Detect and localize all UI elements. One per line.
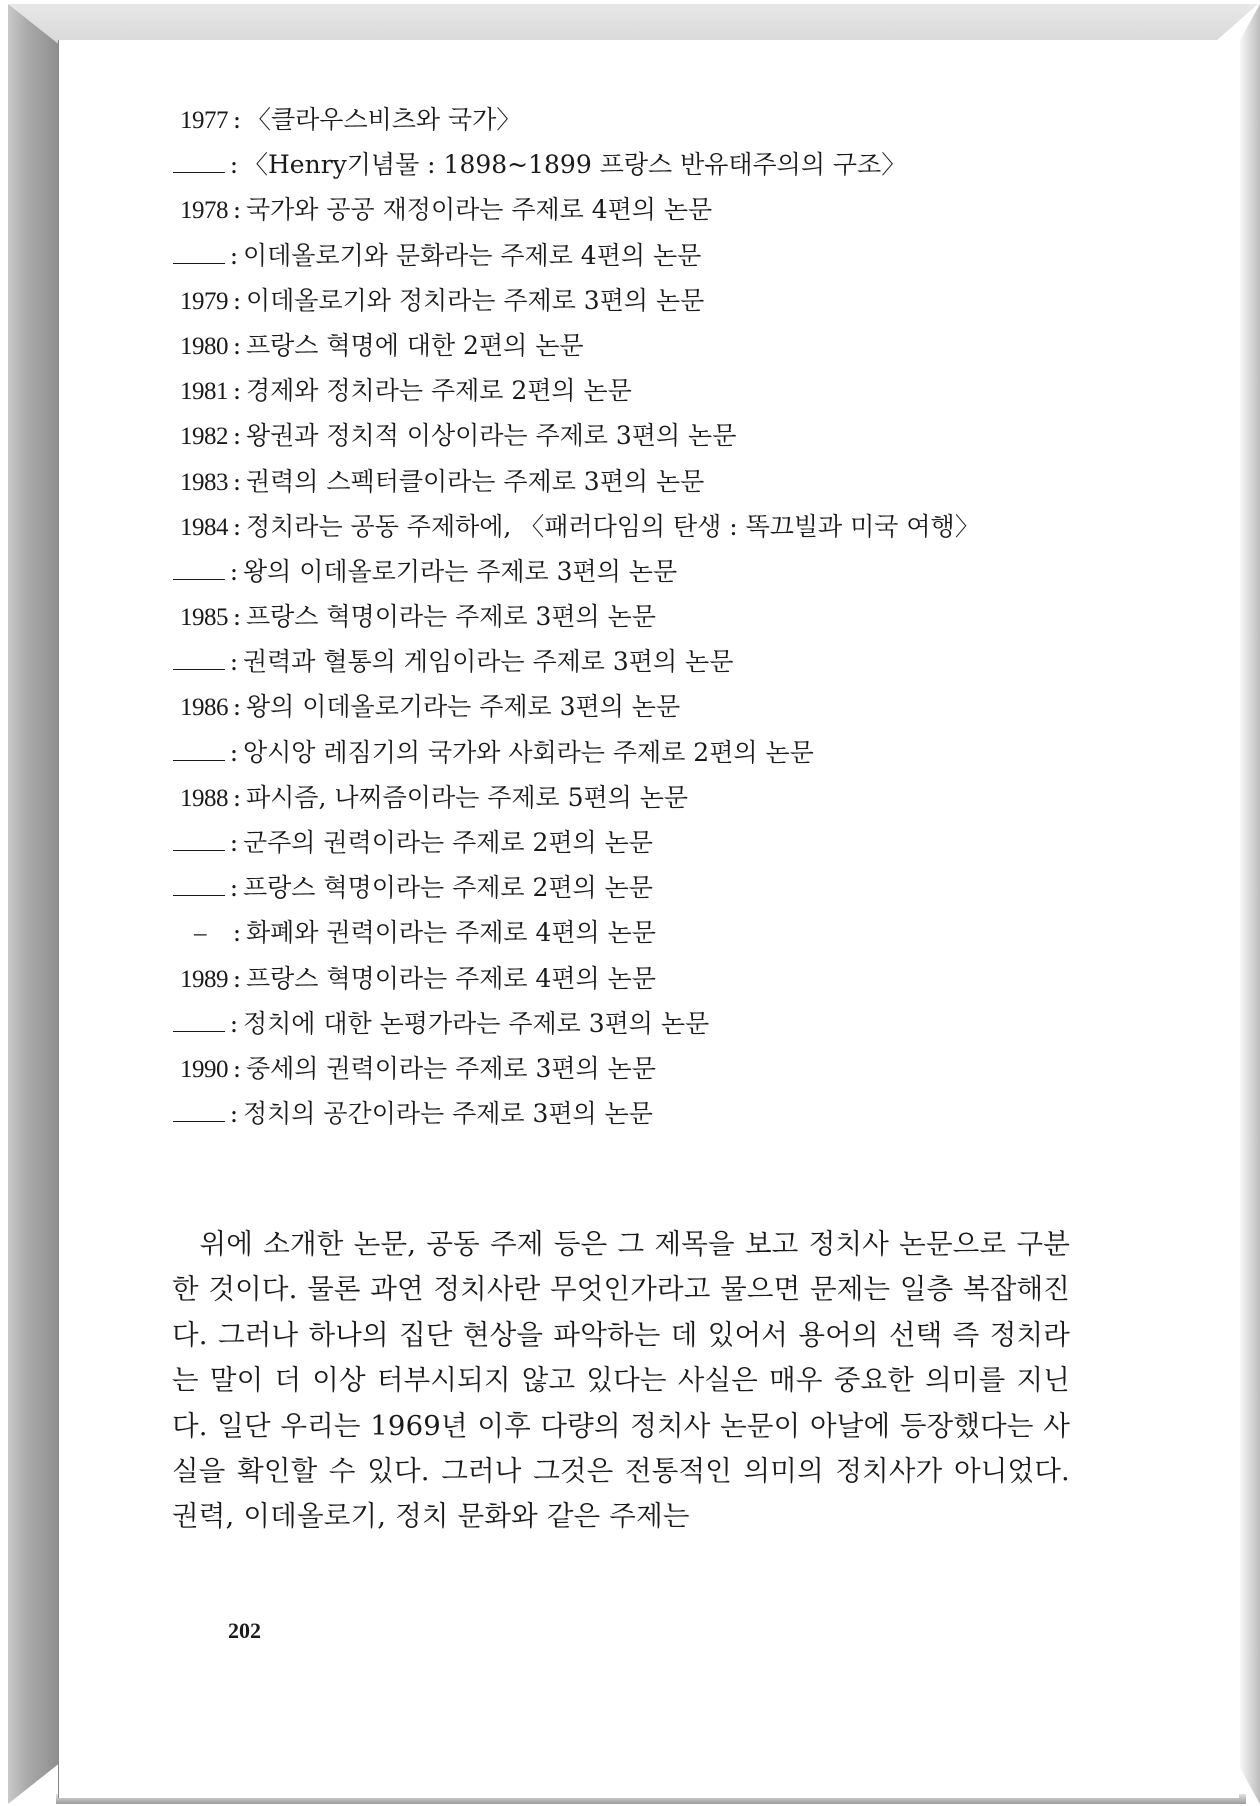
entry-year: 1979 (180, 287, 228, 315)
publication-entry (172, 368, 1072, 413)
entry-separator: : (232, 511, 242, 541)
entry-text: 왕의 이데올로기라는 주제로 3편의 논문 (246, 692, 681, 722)
entry-separator: : (232, 376, 242, 406)
entry-year: 1988 (180, 784, 228, 812)
publication-entry (172, 142, 1072, 187)
entry-year: 1980 (180, 332, 228, 360)
entry-text: 정치의 공간이라는 주제로 3편의 논문 (243, 1099, 653, 1129)
entry-year: 1978 (180, 197, 228, 225)
entry-text: 경제와 정치라는 주제로 2편의 논문 (246, 376, 632, 406)
entry-year (173, 557, 225, 580)
entry-text: 왕권과 정치적 이상이라는 주제로 3편의 논문 (246, 421, 737, 451)
publication-entry (172, 594, 1072, 639)
entry-text: 정치라는 공동 주제하에, 〈패러다임의 탄생 : 똑끄빌과 미국 여행〉 (246, 511, 980, 541)
entry-separator: : (232, 692, 242, 722)
entry-year: 1984 (180, 513, 228, 541)
publication-entry (172, 730, 1072, 775)
publication-entry (172, 459, 1072, 504)
page-number: 202 (228, 1618, 261, 1643)
entry-year (173, 241, 225, 264)
entry-separator: : (232, 285, 242, 315)
entry-separator: : (232, 963, 242, 993)
entry-text: 중세의 권력이라는 주제로 3편의 논문 (246, 1053, 656, 1083)
body-paragraph: 위에 소개한 논문, 공동 주제 등은 그 제목을 보고 정치사 논문으로 구분한 것이다. 물론 과연 정치사란 무엇인가라고 물으면 문제는 일층 복잡해진다. 그러나 하나의 집단 현상을 파악하는 데 있어서 용어의 선택 즉 정치라는 말이 더 이상 터부시되지 않고 있다는 사실은 매우 중요한 의미를 지닌다. 일단 우리는 1969년 이후 다량의 정치사 논문이 아날에 등장했다는 사실을 확인할 수 있다. 그러나 그것은 전통적인 의미의 정치사가 아니었다. 권력, 이데올로기, 정치 문화와 같은 주제는 (172, 1228, 1070, 1533)
entry-year (173, 647, 225, 670)
publication-entry (172, 97, 1072, 142)
entry-separator: : (229, 828, 239, 857)
publication-entry (172, 956, 1072, 1001)
entry-year (173, 1009, 225, 1032)
publication-entry (172, 413, 1072, 458)
entry-text: 프랑스 혁명이라는 주제로 4편의 논문 (246, 963, 656, 993)
entry-text: 〈Henry기념물 : 1898~1899 프랑스 반유태주의의 구조〉 (243, 150, 907, 180)
entry-separator: : (229, 1008, 239, 1038)
publication-entry (172, 910, 1072, 955)
entry-year (173, 1099, 225, 1122)
entry-separator: : (229, 150, 239, 180)
entry-text: 권력의 스펙터클이라는 주제로 3편의 논문 (246, 466, 705, 496)
entry-separator: : (232, 602, 242, 632)
entry-text: 앙시앙 레짐기의 국가와 사회라는 주제로 2편의 논문 (243, 737, 814, 767)
entry-text: 왕의 이데올로기라는 주제로 3편의 논문 (243, 556, 678, 586)
entry-year (173, 873, 225, 896)
publication-list (172, 97, 1072, 1136)
entry-text: 이데올로기와 정치라는 주제로 3편의 논문 (246, 285, 705, 315)
entry-year: 1981 (180, 378, 228, 406)
entry-separator: : (232, 421, 242, 451)
publication-entry (172, 233, 1072, 278)
publication-entry (172, 278, 1072, 323)
entry-text: 화폐와 권력이라는 주제로 4편의 논문 (246, 918, 656, 948)
publication-entry (172, 187, 1072, 232)
publication-entry (172, 639, 1072, 684)
entry-separator: : (229, 647, 239, 677)
entry-separator: : (229, 737, 239, 767)
entry-text: 〈클라우스비츠와 국가〉 (246, 105, 522, 134)
entry-year: 1982 (180, 423, 228, 451)
entry-text: 프랑스 혁명이라는 주제로 2편의 논문 (243, 873, 653, 903)
publication-entry (172, 504, 1072, 549)
entry-text: 군주의 권력이라는 주제로 2편의 논문 (243, 828, 653, 857)
entry-text: 파시즘, 나찌즘이라는 주제로 5편의 논문 (246, 782, 689, 812)
entry-separator: : (232, 782, 242, 812)
entry-text: 프랑스 혁명이라는 주제로 3편의 논문 (246, 602, 656, 632)
publication-entry (172, 865, 1072, 910)
publication-entry (172, 1046, 1072, 1091)
entry-separator: : (232, 105, 242, 134)
entry-separator: : (232, 330, 242, 360)
entry-year: 1977 (180, 107, 228, 134)
entry-text: 권력과 혈통의 게임이라는 주제로 3편의 논문 (243, 647, 734, 677)
entry-separator: : (229, 873, 239, 903)
entry-text: 국가와 공공 재정이라는 주제로 4편의 논문 (246, 195, 713, 225)
entry-year (173, 738, 225, 761)
book-right-edge (1240, 4, 1260, 1804)
publication-entry (172, 775, 1072, 820)
publication-entry (172, 549, 1072, 594)
entry-year (173, 828, 225, 851)
entry-year: 1985 (180, 604, 228, 632)
entry-separator: : (232, 195, 242, 225)
entry-year: 1983 (180, 468, 228, 496)
book-spine (8, 4, 58, 1804)
entry-year: – (194, 920, 206, 948)
entry-text: 프랑스 혁명에 대한 2편의 논문 (246, 330, 584, 360)
entry-year: 1990 (180, 1055, 228, 1083)
publication-entry (172, 1001, 1072, 1046)
publication-entry (172, 684, 1072, 729)
publication-entry (172, 1091, 1072, 1136)
entry-separator: : (229, 240, 239, 270)
entry-separator: : (232, 466, 242, 496)
entry-separator: : (232, 1053, 242, 1083)
entry-text: 정치에 대한 논평가라는 주제로 3편의 논문 (243, 1008, 710, 1038)
publication-entry (172, 820, 1072, 865)
entry-year: 1989 (180, 965, 228, 993)
entry-separator: : (229, 1099, 239, 1129)
entry-separator: : (229, 556, 239, 586)
entry-year: 1986 (180, 694, 228, 722)
entry-year (173, 150, 225, 173)
entry-separator: : (232, 918, 242, 948)
entry-text: 이데올로기와 문화라는 주제로 4편의 논문 (243, 240, 702, 270)
publication-entry (172, 323, 1072, 368)
